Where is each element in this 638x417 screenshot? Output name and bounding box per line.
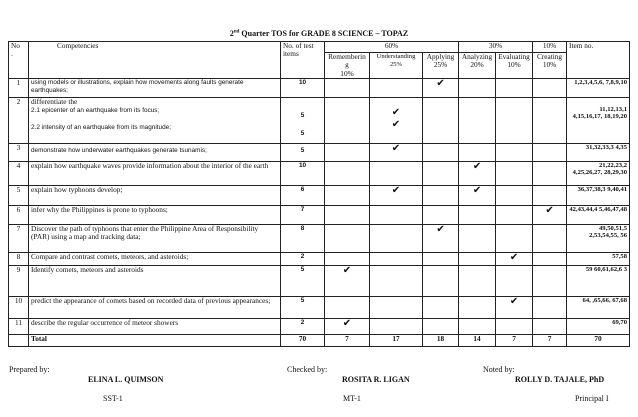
header-evaluating: Evaluating 10% [496,53,533,79]
header-pct-30: 30% [459,42,533,53]
total-label: Total [29,335,281,347]
total-analyzing: 14 [459,335,496,347]
title-text: Quarter TOS for GRADE 8 SCIENCE – TOPAZ [239,29,409,38]
row-competency: demonstrate how underwater earthquakes generate tsunamis; [29,144,281,162]
noted-by-name: ROLLY D. TAJALE, PhD [515,375,605,384]
row-competency: explain how typhoons develop; [29,186,281,206]
row-competency: using models or illustrations, explain how movements along faults generate earthquakes; [29,79,281,98]
header-pct-10: 10% [533,42,567,53]
checked-by-name: ROSITA R. LIGAN [342,375,410,384]
total-remembering: 7 [325,335,370,347]
title-superscript: nd [233,29,240,35]
check-mark-icon: ✔ [496,297,533,319]
prepared-by-name: ELINA L. QUIMSON [88,375,164,384]
row-no: 9 [9,266,29,297]
row-no: 4 [9,162,29,186]
row-no: 11 [9,319,29,335]
row-items: 21,22,23,2 4,25,26,27, 28,29,30 [567,162,630,186]
check-mark-icon: ✔ [423,79,459,98]
header-num-test-items: No. of test items [281,42,325,79]
row-items: 42,43,44,4 5,46,47,48 [567,206,630,225]
total-understanding: 17 [370,335,423,347]
row-competency: Compare and contrast comets, meteors, and asteroids; [29,253,281,266]
row-competency: predict the appearance of comets based on recorded data of previous appearances; [29,297,281,319]
row-no: 6 [9,206,29,225]
header-analyzing: Analyzing 20% [459,53,496,79]
check-mark-icon: ✔ [325,266,370,297]
row-items: 1,2,3,4,5,6, 7,8,9,10 [567,79,630,98]
prepared-by-label: Prepared by: [9,365,50,374]
check-mark-icon: ✔ ✔ [370,98,423,144]
row-items: 69,70 [567,319,630,335]
table-row [9,225,630,253]
tos-table [8,41,630,347]
row-count: 2 [281,319,325,335]
check-mark-icon: ✔ [370,144,423,162]
header-remembering: Rememberin g 10% [325,53,370,79]
row-count: 5 [281,144,325,162]
row-competency-main: differentiate the [31,97,78,106]
check-mark-icon: ✔ [325,319,370,335]
table-row [9,186,630,206]
table-row [9,98,630,144]
row-count: 2 [281,253,325,266]
table-row [9,253,630,266]
checked-by-title: MT-1 [343,394,361,403]
total-row [9,335,630,347]
total-evaluating: 7 [496,335,533,347]
row-items: 36,37,38,3 9,40,41 [567,186,630,206]
header-creating: Creating 10% [533,53,567,79]
row-no: 2 [9,98,29,144]
row-no: 8 [9,253,29,266]
row-count: 8 [281,225,325,253]
check-mark-icon: ✔ [459,186,496,206]
table-row [9,297,630,319]
row-count: 5 [281,266,325,297]
table-row [9,319,630,335]
document-title [0,29,638,38]
check-mark-icon: ✔ [496,253,533,266]
title-prefix: 2 [229,29,234,38]
row-items: 11,12,13,1 4,15,16,17, 18,19,20 [567,98,630,144]
check-mark-icon: ✔ [459,162,496,186]
row-subitem: 2.1 epicenter of an earthquake from its focus; [31,107,160,115]
checked-by-label: Checked by: [287,365,328,374]
table-row [9,144,630,162]
header-row-top [9,42,630,53]
row-count: 7 [281,206,325,225]
row-count: 10 [281,162,325,186]
row-competency: Discover the path of typhoons that enter the Philippine Area of Responsibility (PAR) using a map and tracking data; [29,225,281,253]
row-competency: describe the regular occurrence of meteor showers [29,319,281,335]
row-no: 3 [9,144,29,162]
header-pct-60: 60% [325,42,459,53]
row-count: 6 [281,186,325,206]
header-no: No . [9,42,29,79]
table-row [9,162,630,186]
check-mark-icon: ✔ [423,225,459,253]
header-applying: Applying 25% [423,53,459,79]
total-count: 70 [281,335,325,347]
total-items: 70 [567,335,630,347]
row-items: 57,58 [567,253,630,266]
row-count: 10 [281,79,325,98]
row-subitem: 2.2 intensity of an earthquake from its magnitude; [31,123,171,131]
row-no: 1 [9,79,29,98]
table-row [9,266,630,297]
check-mark-icon: ✔ [370,186,423,206]
row-competency: Identify comets, meteors and asteroids [29,266,281,297]
table-row [9,79,630,98]
row-count: 5 5 [281,98,325,144]
prepared-by-title: SST-1 [103,394,123,403]
row-no: 10 [9,297,29,319]
row-no: 5 [9,186,29,206]
check-mark-icon: ✔ [533,206,567,225]
noted-by-title: Principal I [575,394,609,403]
noted-by-label: Noted by: [483,365,515,374]
row-competency: explain how earthquake waves provide information about the interior of the earth [29,162,281,186]
row-items: 59 60,61,62,6 3 [567,266,630,297]
header-item-no: Item no. [567,42,630,79]
header-understanding: Understanding 25% [370,53,423,79]
table-row [9,206,630,225]
row-items: 64, ,65,66, 67,68 [567,297,630,319]
row-competency [29,98,281,144]
header-competencies: Competencies [29,42,281,79]
row-count: 5 [281,297,325,319]
row-no: 7 [9,225,29,253]
row-items: 31,32,33,3 4,35 [567,144,630,162]
row-competency: infer why the Philippines is prone to typhoons; [29,206,281,225]
total-applying: 18 [423,335,459,347]
total-creating: 7 [533,335,567,347]
row-items: 49,50,51,5 2,53,54,55, 56 [567,225,630,253]
